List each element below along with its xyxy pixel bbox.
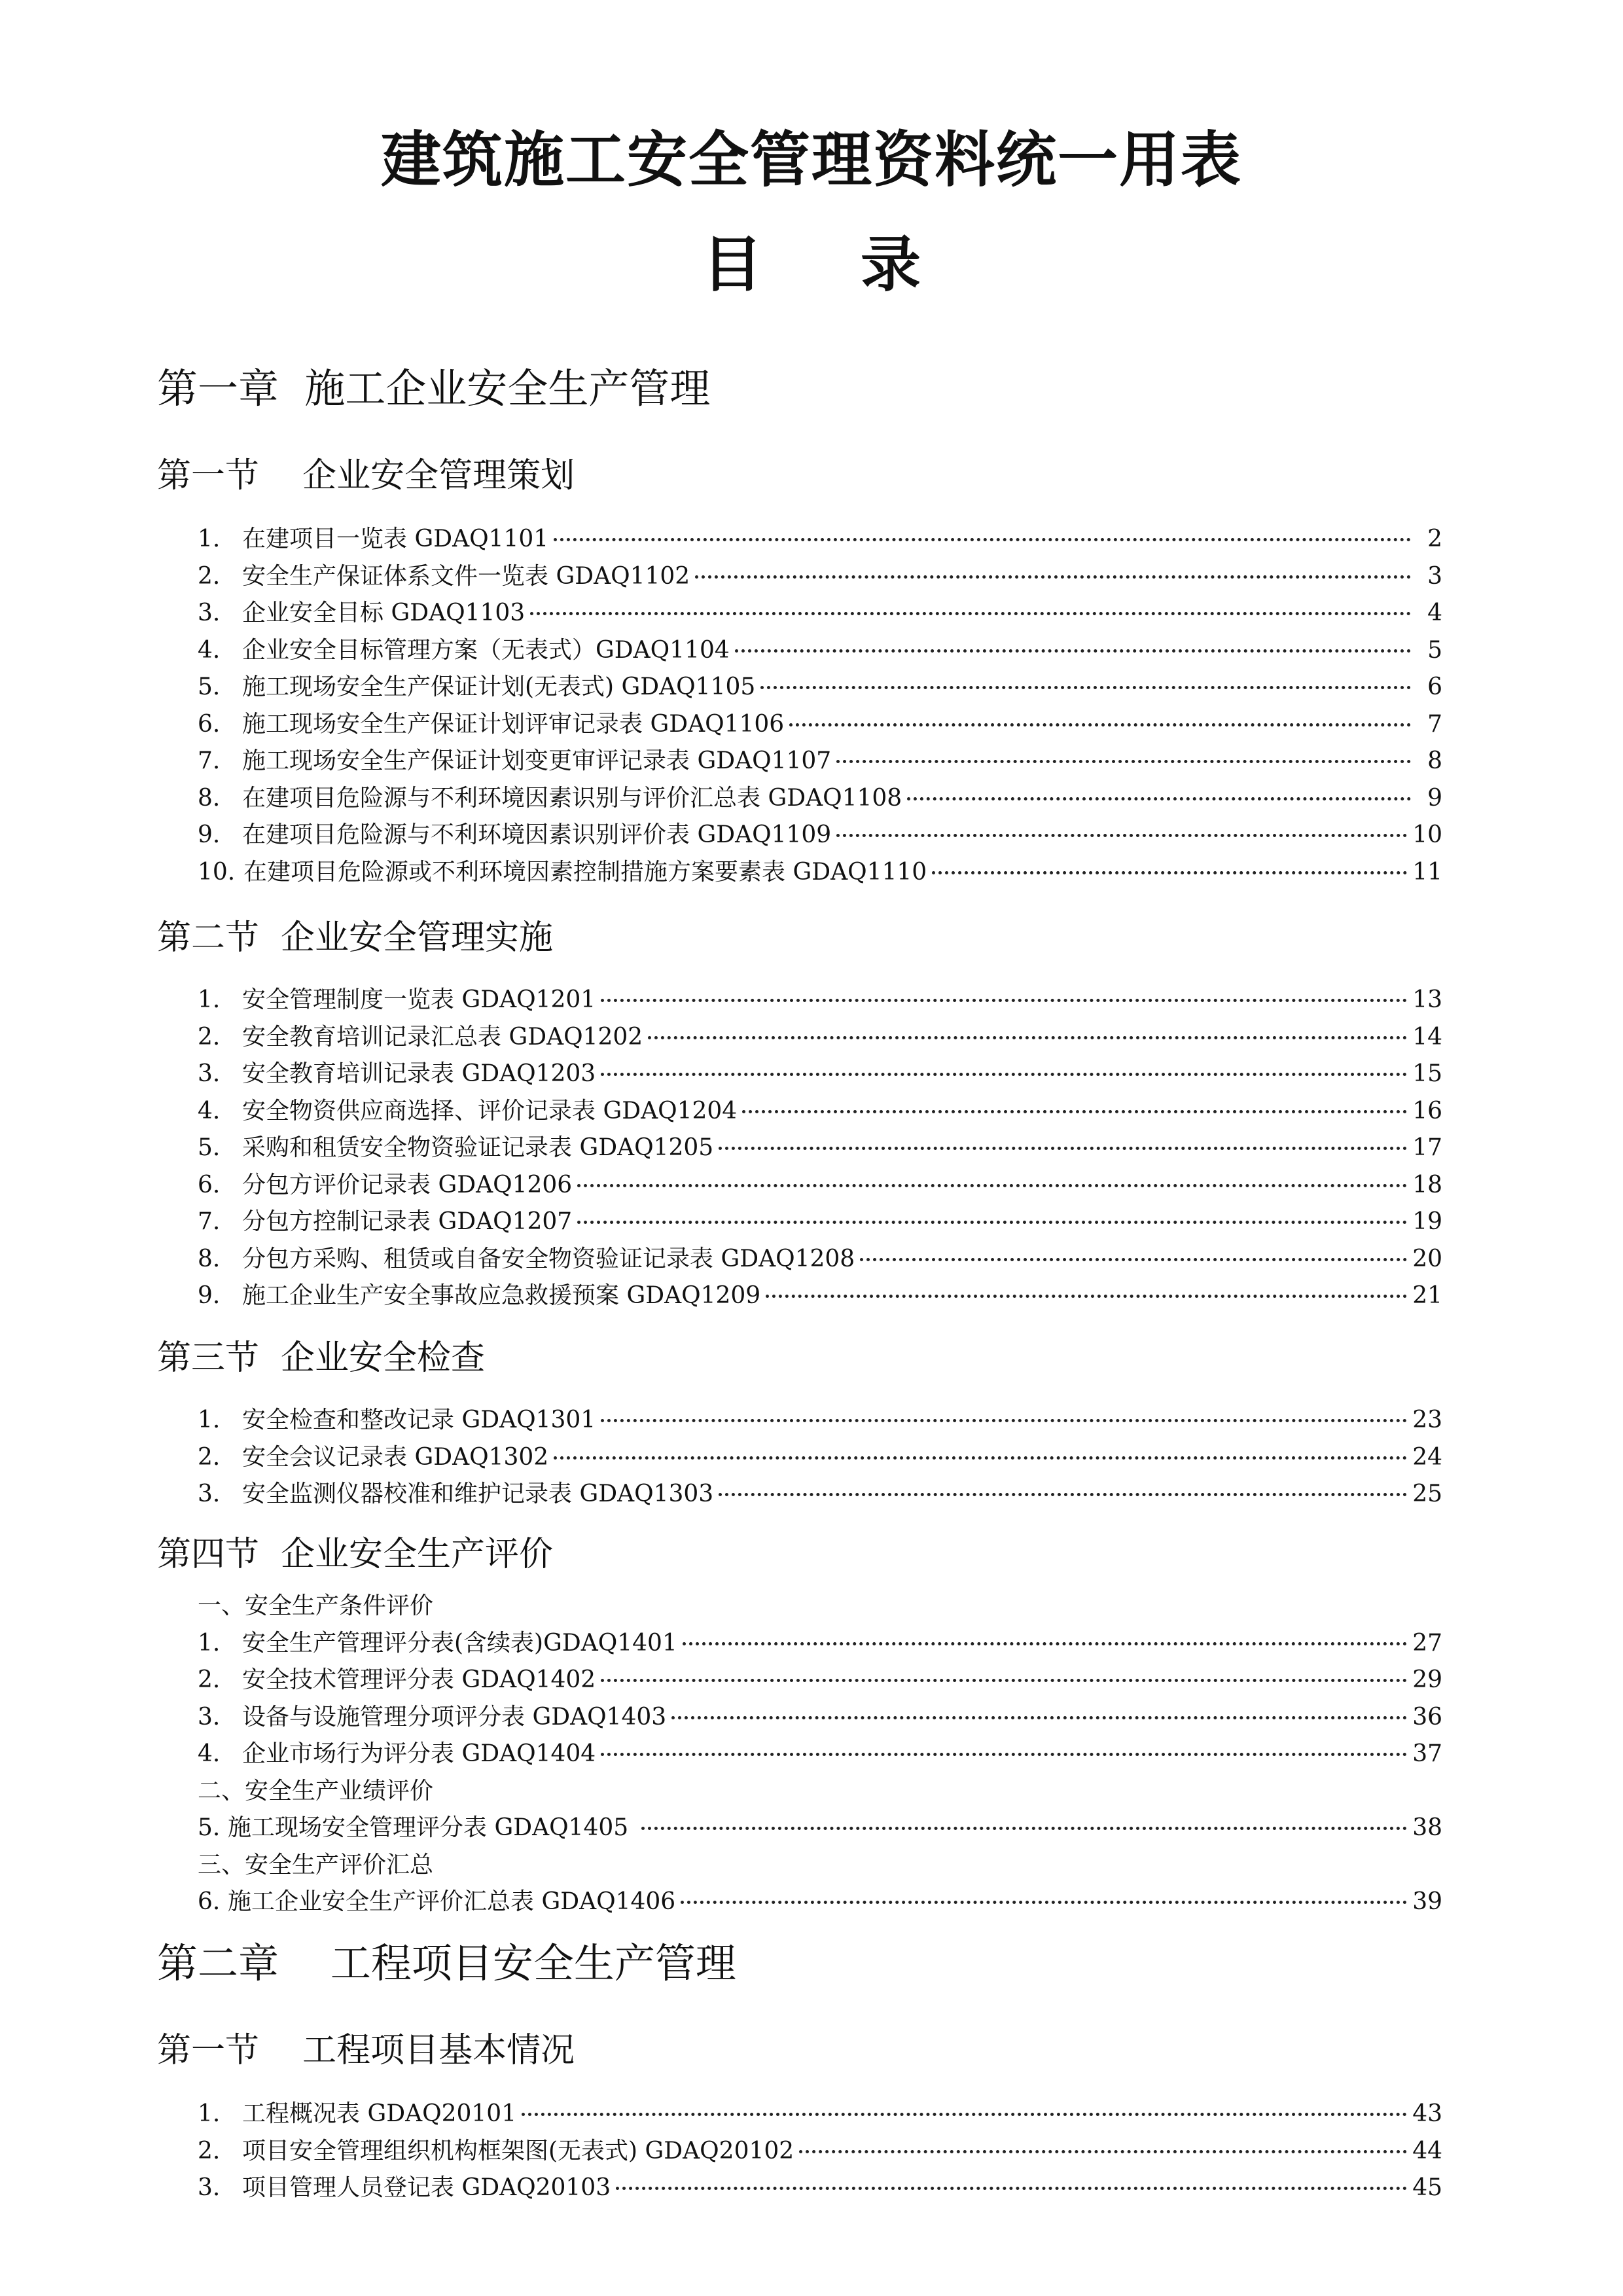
toc-entry[interactable]	[198, 1477, 1442, 1511]
dot-leader	[766, 1295, 1407, 1298]
subsection-heading: 三、安全生产评价汇总	[198, 1852, 434, 1878]
dot-leader	[577, 1184, 1407, 1187]
toc-entry[interactable]	[198, 818, 1442, 852]
entry-number: 8.	[198, 785, 221, 812]
entry-label: 施工企业安全生产评价汇总表 GDAQ1406	[228, 1888, 676, 1915]
entry-page: 8	[1427, 747, 1442, 774]
dot-leader	[681, 1901, 1407, 1904]
entry-page: 19	[1412, 1208, 1442, 1235]
dot-leader	[671, 1716, 1407, 1719]
entry-number: 7.	[198, 1208, 221, 1235]
toc-entry[interactable]	[198, 1279, 1442, 1313]
toc-entry[interactable]	[198, 708, 1442, 742]
entry-page: 9	[1427, 785, 1442, 812]
toc-entry[interactable]	[198, 1131, 1442, 1165]
entry-number: 1.	[198, 1407, 221, 1433]
toc-heading: 目录	[702, 230, 1019, 300]
entry-number: 3.	[198, 2174, 221, 2201]
entry-number: 3.	[198, 1060, 221, 1087]
entry-page: 17	[1412, 1134, 1442, 1161]
entry-label: 安全教育培训记录汇总表 GDAQ1202	[242, 1024, 643, 1050]
dot-leader	[601, 1753, 1407, 1756]
entry-number: 4.	[198, 637, 221, 664]
dot-leader	[760, 686, 1411, 689]
entry-number: 6.	[198, 1172, 221, 1198]
entry-label: 分包方采购、租赁或自备安全物资验证记录表 GDAQ1208	[242, 1246, 855, 1272]
entry-label: 安全检查和整改记录 GDAQ1301	[242, 1407, 596, 1433]
toc-entry[interactable]	[198, 983, 1442, 1017]
toc-entry[interactable]	[198, 670, 1442, 704]
entry-label: 施工现场安全生产保证计划评审记录表 GDAQ1106	[242, 711, 785, 738]
entry-page: 25	[1412, 1480, 1442, 1507]
entry-label: 安全生产保证体系文件一览表 GDAQ1102	[242, 563, 690, 590]
entry-page: 39	[1412, 1888, 1442, 1915]
toc-entry[interactable]	[198, 522, 1442, 556]
toc-entry[interactable]	[198, 2171, 1442, 2205]
toc-entry[interactable]	[198, 1205, 1442, 1239]
dot-leader	[719, 1147, 1407, 1150]
entry-number: 8.	[198, 1246, 221, 1272]
entry-number: 7.	[198, 747, 221, 774]
dot-leader	[530, 612, 1411, 615]
entry-label: 安全生产管理评分表(含续表)GDAQ1401	[242, 1630, 677, 1657]
page-title: 建筑施工安全管理资料统一用表	[380, 125, 1242, 195]
entry-label: 项目管理人员登记表 GDAQ20103	[242, 2174, 611, 2201]
entry-number: 5.	[198, 1134, 221, 1161]
entry-page: 11	[1412, 859, 1442, 886]
entry-number: 4.	[198, 1740, 221, 1767]
entry-page: 29	[1412, 1666, 1442, 1693]
dot-leader	[577, 1221, 1407, 1224]
entry-label: 施工现场安全管理评分表 GDAQ1405	[228, 1814, 636, 1841]
toc-entry[interactable]	[198, 1242, 1442, 1276]
toc-entry[interactable]	[198, 2097, 1442, 2131]
entry-page: 44	[1412, 2138, 1442, 2164]
entry-label: 施工现场安全生产保证计划(无表式) GDAQ1105	[242, 673, 756, 700]
toc-entry[interactable]	[198, 1403, 1442, 1437]
entry-label: 企业市场行为评分表 GDAQ1404	[242, 1740, 596, 1767]
entry-page: 16	[1412, 1098, 1442, 1124]
entry-number: 5.	[198, 1814, 221, 1841]
entry-page: 15	[1412, 1060, 1442, 1087]
entry-number: 1.	[198, 2100, 221, 2127]
dot-leader	[860, 1258, 1407, 1261]
entry-number: 2.	[198, 1666, 221, 1693]
entry-page: 37	[1412, 1740, 1442, 1767]
toc-entry[interactable]	[198, 1168, 1442, 1202]
entry-label: 设备与设施管理分项评分表 GDAQ1403	[242, 1704, 667, 1731]
entry-number: 1.	[198, 1630, 221, 1657]
entry-number: 4.	[198, 1098, 221, 1124]
dot-leader	[719, 1493, 1407, 1496]
entry-page: 38	[1412, 1814, 1442, 1841]
dot-leader	[836, 760, 1411, 763]
entry-label: 分包方评价记录表 GDAQ1206	[242, 1172, 573, 1198]
entry-page: 36	[1412, 1704, 1442, 1731]
entry-number: 9.	[198, 1282, 221, 1309]
dot-leader	[735, 649, 1411, 653]
entry-label: 在建项目一览表 GDAQ1101	[242, 526, 549, 552]
entry-number: 10.	[198, 859, 236, 886]
dot-leader	[601, 1419, 1407, 1422]
entry-label: 安全技术管理评分表 GDAQ1402	[242, 1666, 596, 1693]
toc-entry[interactable]	[198, 855, 1442, 889]
entry-page: 27	[1412, 1630, 1442, 1657]
toc-entry[interactable]	[198, 1663, 1442, 1697]
dot-leader	[641, 1827, 1408, 1830]
entry-label: 分包方控制记录表 GDAQ1207	[242, 1208, 573, 1235]
entry-number: 2.	[198, 563, 221, 590]
toc-entry[interactable]	[198, 634, 1442, 668]
entry-label: 采购和租赁安全物资验证记录表 GDAQ1205	[242, 1134, 714, 1161]
entry-page: 3	[1427, 563, 1442, 590]
entry-page: 5	[1427, 637, 1442, 664]
entry-page: 45	[1412, 2174, 1442, 2201]
dot-leader	[648, 1036, 1407, 1039]
section-1-3-title: 第三节 企业安全检查	[157, 1338, 486, 1378]
entry-page: 2	[1427, 526, 1442, 552]
entry-label: 企业安全目标管理方案（无表式）GDAQ1104	[242, 637, 730, 664]
dot-leader	[932, 871, 1407, 874]
entry-page: 18	[1412, 1172, 1442, 1198]
entry-page: 20	[1412, 1246, 1442, 1272]
entry-label: 工程概况表 GDAQ20101	[242, 2100, 517, 2127]
section-1-2-title: 第二节 企业安全管理实施	[157, 918, 554, 958]
entry-label: 安全会议记录表 GDAQ1302	[242, 1444, 549, 1471]
dot-leader	[522, 2113, 1407, 2116]
dot-leader	[789, 723, 1411, 726]
entry-label: 施工现场安全生产保证计划变更审评记录表 GDAQ1107	[242, 747, 832, 774]
entry-label: 企业安全目标 GDAQ1103	[242, 600, 526, 626]
entry-label: 安全物资供应商选择、评价记录表 GDAQ1204	[242, 1098, 738, 1124]
subsection-heading: 一、安全生产条件评价	[198, 1592, 434, 1619]
entry-number: 1.	[198, 526, 221, 552]
entry-page: 6	[1427, 673, 1442, 700]
entry-number: 2.	[198, 1024, 221, 1050]
toc-entry[interactable]	[198, 1094, 1442, 1128]
subsection-heading: 二、安全生产业绩评价	[198, 1778, 434, 1804]
dot-leader	[554, 1456, 1407, 1460]
toc-entry[interactable]	[198, 560, 1442, 594]
dot-leader	[601, 1679, 1407, 1682]
dot-leader	[836, 834, 1407, 837]
toc-entry[interactable]	[198, 596, 1442, 630]
entry-page: 24	[1412, 1444, 1442, 1471]
entry-page: 7	[1427, 711, 1442, 738]
entry-page: 43	[1412, 2100, 1442, 2127]
toc-entry[interactable]	[198, 1700, 1442, 1734]
dot-leader	[683, 1642, 1407, 1645]
toc-entry[interactable]	[198, 1737, 1442, 1771]
entry-label: 安全监测仪器校准和维护记录表 GDAQ1303	[242, 1480, 714, 1507]
entry-page: 4	[1427, 600, 1442, 626]
entry-page: 23	[1412, 1407, 1442, 1433]
entry-page: 13	[1412, 986, 1442, 1013]
entry-number: 6.	[198, 711, 221, 738]
dot-leader	[695, 575, 1411, 579]
chapter-2-title: 第二章 工程项目安全生产管理	[157, 1939, 736, 1987]
entry-label: 安全管理制度一览表 GDAQ1201	[242, 986, 596, 1013]
entry-number: 2.	[198, 1444, 221, 1471]
toc-entry[interactable]	[198, 1020, 1442, 1054]
dot-leader	[601, 999, 1407, 1002]
entry-page: 21	[1412, 1282, 1442, 1309]
section-1-4-title: 第四节 企业安全生产评价	[157, 1535, 554, 1574]
section-1-1-title: 第一节 企业安全管理策划	[157, 456, 575, 495]
toc-entry[interactable]	[198, 1441, 1442, 1475]
toc-entry[interactable]	[198, 1811, 1442, 1845]
entry-number: 3.	[198, 600, 221, 626]
toc-entry[interactable]	[198, 1057, 1442, 1091]
entry-number: 6.	[198, 1888, 221, 1915]
entry-page: 10	[1412, 821, 1442, 848]
entry-page: 14	[1412, 1024, 1442, 1050]
entry-number: 3.	[198, 1704, 221, 1731]
entry-label: 在建项目危险源与不利环境因素识别评价表 GDAQ1109	[242, 821, 832, 848]
chapter-1-title: 第一章 施工企业安全生产管理	[157, 365, 711, 412]
entry-label: 在建项目危险源与不利环境因素识别与评价汇总表 GDAQ1108	[242, 785, 902, 812]
entry-label: 在建项目危险源或不利环境因素控制措施方案要素表 GDAQ1110	[243, 859, 927, 886]
entry-label: 安全教育培训记录表 GDAQ1203	[242, 1060, 596, 1087]
entry-number: 9.	[198, 821, 221, 848]
entry-label: 项目安全管理组织机构框架图(无表式) GDAQ20102	[242, 2138, 794, 2164]
entry-number: 2.	[198, 2138, 221, 2164]
toc-entry[interactable]	[198, 2134, 1442, 2168]
toc-entry[interactable]	[198, 781, 1442, 816]
section-2-1-title: 第一节 工程项目基本情况	[157, 2031, 575, 2070]
entry-number: 5.	[198, 673, 221, 700]
dot-leader	[799, 2150, 1407, 2153]
dot-leader	[554, 538, 1411, 541]
entry-number: 1.	[198, 986, 221, 1013]
dot-leader	[601, 1073, 1407, 1076]
entry-label: 施工企业生产安全事故应急救援预案 GDAQ1209	[242, 1282, 761, 1309]
toc-entry[interactable]	[198, 744, 1442, 778]
dot-leader	[907, 797, 1411, 800]
dot-leader	[616, 2187, 1407, 2190]
dot-leader	[742, 1110, 1407, 1113]
toc-entry[interactable]	[198, 1626, 1442, 1660]
toc-entry[interactable]	[198, 1885, 1442, 1919]
entry-number: 3.	[198, 1480, 221, 1507]
